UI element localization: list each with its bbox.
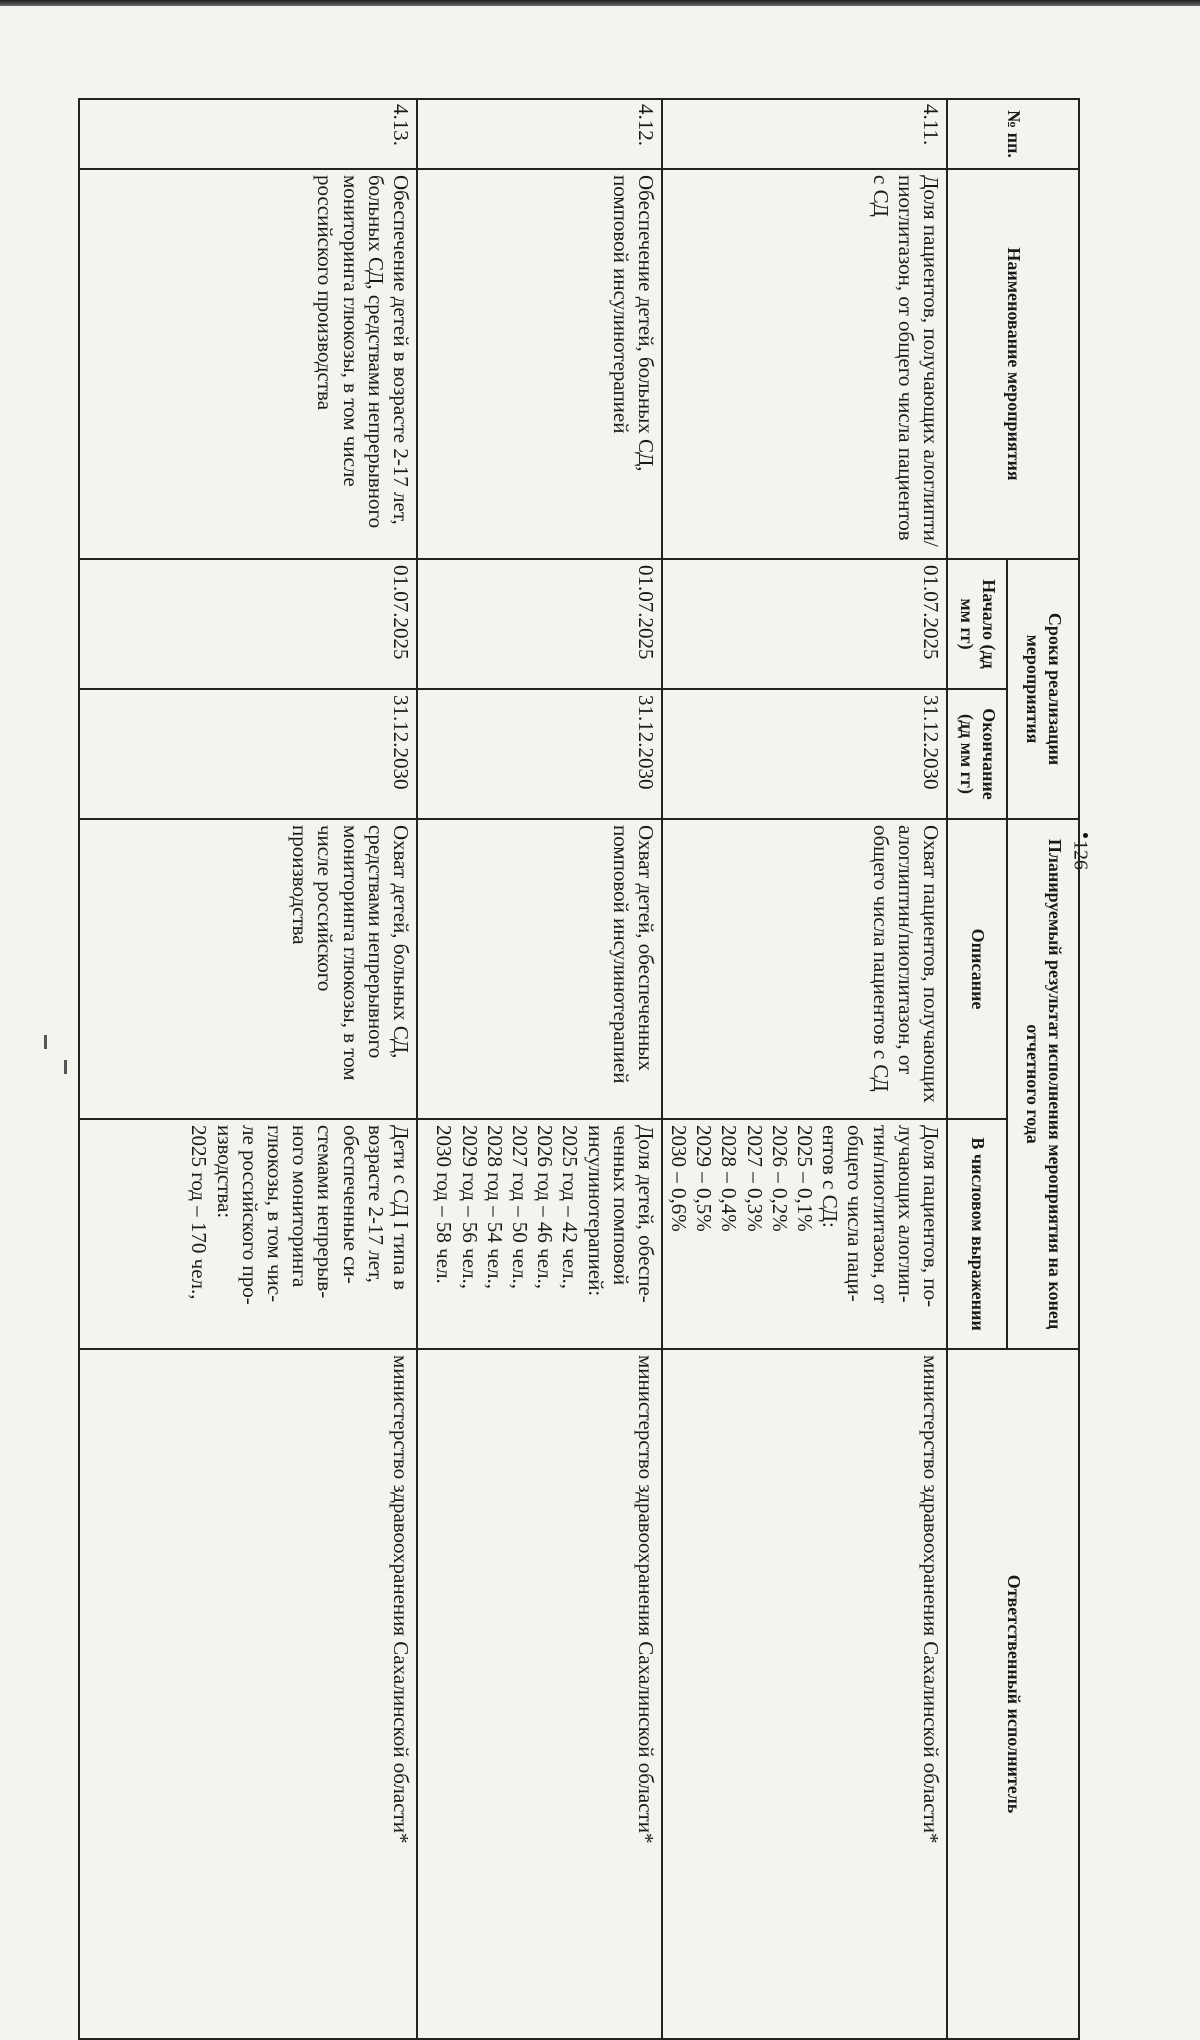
numeric-line: Доля детей, обеспе- xyxy=(633,1125,658,1303)
row-name: Доля пациентов, получающих алоглипти/пиоглитазон, от общего числа пациентов с СД xyxy=(662,169,947,559)
numeric-line: 2025 год – 42 чел., xyxy=(558,1125,583,1290)
row-start: 01.07.2025 xyxy=(662,559,947,689)
numeric-line: 2029 год – 56 чел., xyxy=(457,1125,482,1290)
row-start: 01.07.2025 xyxy=(417,559,662,689)
numeric-line: 2027 – 0,3% xyxy=(742,1125,767,1232)
row-name: Обеспечение детей в возрасте 2-17 лет, больных СД, средствами непрерывного мониторинга глюкозы, в том числе российского производства xyxy=(79,169,417,559)
row-number: 4.11. xyxy=(662,99,947,169)
numeric-line: стемами непрерыв- xyxy=(313,1125,338,1299)
header-number: № пп. xyxy=(947,99,1079,169)
row-end: 31.12.2030 xyxy=(662,689,947,819)
header-end: Окончание (дд мм гг) xyxy=(947,689,1007,819)
numeric-line: 2028 – 0,4% xyxy=(717,1125,742,1232)
row-name: Обеспечение детей, больных СД, помповой инсулинотерапией xyxy=(417,169,662,559)
row-responsible: министерство здравоохранения Сахалинской области* xyxy=(662,1349,947,2039)
numeric-line: возрасте 2-17 лет, xyxy=(363,1125,388,1283)
header-start: Начало (дд мм гг) xyxy=(947,559,1007,689)
rotated-table-container xyxy=(80,98,1080,2038)
numeric-line: ного мониторинга xyxy=(288,1125,313,1288)
activities-table xyxy=(78,98,1080,2040)
numeric-line: 2028 год – 54 чел., xyxy=(482,1125,507,1290)
numeric-line: 2030 год – 58 чел. xyxy=(432,1125,457,1284)
numeric-line: тин/пиоглитазон, от xyxy=(868,1125,893,1304)
numeric-line: лучающих алоглип- xyxy=(893,1125,918,1303)
numeric-line: 2025 год – 170 чел., xyxy=(187,1125,212,1300)
row-description: Охват пациентов, получающих алоглиптин/пиоглитазон, от общего числа пациентов с СД xyxy=(662,819,947,1119)
numeric-line: 2026 год – 46 чел., xyxy=(533,1125,558,1290)
scan-mark xyxy=(64,1060,67,1074)
row-numeric xyxy=(417,1119,662,1349)
row-number: 4.12. xyxy=(417,99,662,169)
row-numeric xyxy=(79,1119,417,1349)
numeric-line: Доля пациентов, по- xyxy=(919,1125,943,1308)
row-description: Охват детей, обеспеченных помповой инсулинотерапией xyxy=(417,819,662,1119)
numeric-line: ентов с СД: xyxy=(818,1125,843,1228)
numeric-line: 2030 – 0,6% xyxy=(667,1125,692,1232)
table-row xyxy=(662,99,947,2039)
numeric-line: инсулинотерапией: xyxy=(583,1125,608,1297)
numeric-line: глюкозы, в том чис- xyxy=(263,1125,287,1303)
numeric-line: Дети с СД I типа в xyxy=(388,1125,413,1291)
numeric-line: 2025 – 0,1% xyxy=(793,1125,818,1232)
table-row xyxy=(79,99,417,2039)
row-start: 01.07.2025 xyxy=(79,559,417,689)
scan-mark xyxy=(44,1035,47,1049)
numeric-line: 2026 – 0,2% xyxy=(767,1125,792,1232)
row-numeric xyxy=(662,1119,947,1349)
header-description: Описание xyxy=(947,819,1007,1119)
row-responsible: министерство здравоохранения Сахалинской области* xyxy=(79,1349,417,2039)
row-end: 31.12.2030 xyxy=(417,689,662,819)
header-name: Наименование мероприятия xyxy=(947,169,1079,559)
numeric-line: ченных помповой xyxy=(608,1125,633,1286)
numeric-line: изводства: xyxy=(212,1125,237,1219)
numeric-line: общего числа паци- xyxy=(843,1125,868,1302)
header-numeric: В числовом выражении xyxy=(947,1119,1007,1349)
row-end: 31.12.2030 xyxy=(79,689,417,819)
header-terms: Сроки реализации мероприятия xyxy=(1007,559,1079,819)
scan-top-edge xyxy=(0,0,1200,6)
numeric-line: 2027 год – 50 чел., xyxy=(508,1125,532,1290)
numeric-line: ле российского про- xyxy=(237,1125,262,1305)
scan-speck xyxy=(1083,833,1088,838)
numeric-line: обеспеченные си- xyxy=(338,1125,363,1284)
row-responsible: министерство здравоохранения Сахалинской области* xyxy=(417,1349,662,2039)
header-result: Планируемый результат исполнения мероприятия на конец отчетного года xyxy=(1007,819,1079,1349)
row-description: Охват детей, больных СД, средствами непрерывного мониторинга глюкозы, в том числе российского производства xyxy=(79,819,417,1119)
row-number: 4.13. xyxy=(79,99,417,169)
page-number: 126 xyxy=(1069,840,1092,870)
table-row xyxy=(417,99,662,2039)
header-responsible: Ответственный исполнитель xyxy=(947,1349,1079,2039)
numeric-line: 2029 – 0,5% xyxy=(692,1125,717,1232)
